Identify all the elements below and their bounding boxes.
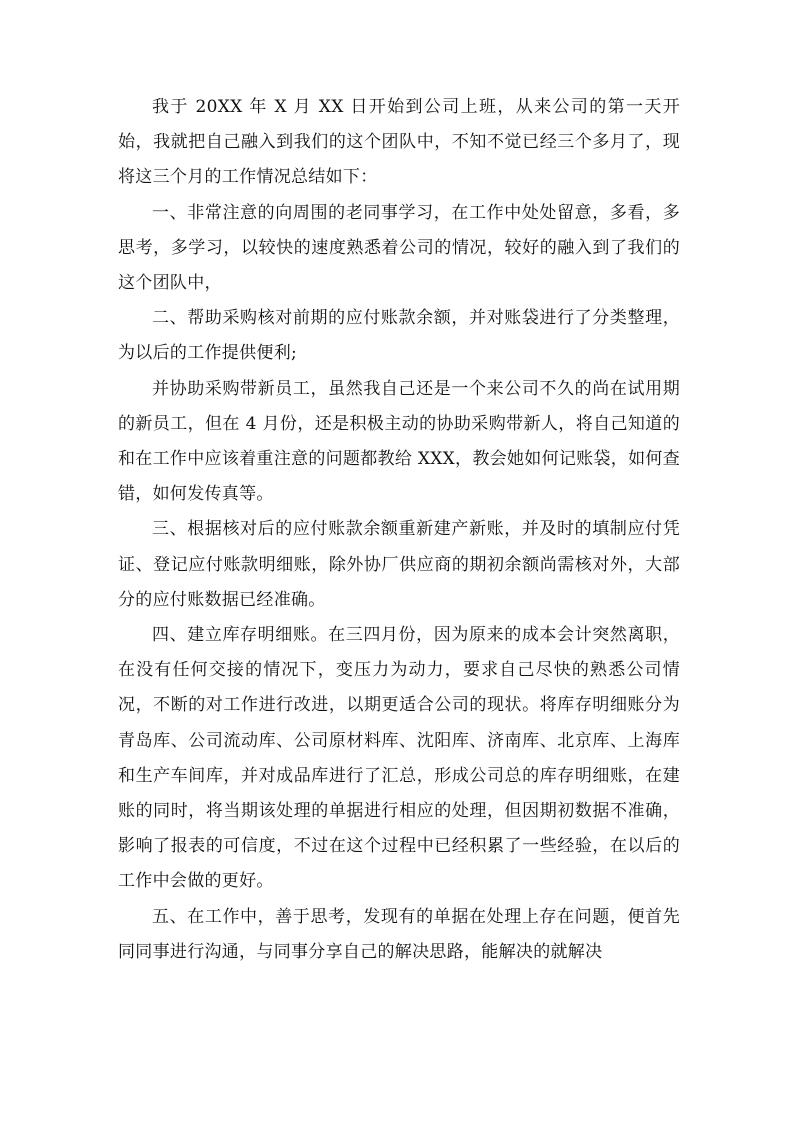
paragraph-item-4: 四、建立库存明细账。在三四月份，因为原来的成本会计突然离职，在没有任何交接的情况下，变压力为动力，要求自己尽快的熟悉公司情况，不断的对工作进行改进，以期更适合公司的现状。将库存明细账分为青岛库、公司流动库、公司原材料库、沈阳库、济南库、北京库、上海库和生产车间库，并对成品库进行了汇总，形成公司总的库存明细账，在建账的同时，将当期该处理的单据进行相应的处理，但因期初数据不准确，影响了报表的可信度，不过在这个过程中已经积累了一些经验，在以后的工作中会做的更好。 [118,625,680,892]
paragraph-item-2-detail: 并协助采购带新员工，虽然我自己还是一个来公司不久的尚在试用期的新员工，但在 4 月份，还是积极主动的协助采购带新人，将自己知道的和在工作中应该着重注意的问题都教给 XXX，教会她如何记账袋，如何查错，如何发传真等。 [118,378,680,505]
paragraph-item-2: 二、帮助采购核对前期的应付账款余额，并对账袋进行了分类整理，为以后的工作提供便利; [118,308,680,364]
paragraph-intro: 我于 20XX 年 X 月 XX 日开始到公司上班，从来公司的第一天开始，我就把自己融入到我们的这个团队中，不知不觉已经三个多月了，现将这三个月的工作情况总结如下： [118,97,680,188]
paragraph-item-1: 一、非常注意的向周围的老同事学习，在工作中处处留意，多看，多思考，多学习，以较快的速度熟悉着公司的情况，较好的融入到了我们的这个团队中， [118,202,680,294]
document-body [118,90,680,970]
paragraph-item-5: 五、在工作中，善于思考，发现有的单据在处理上存在问题，便首先同同事进行沟通，与同事分享自己的解决思路，能解决的就解决 [118,906,680,962]
paragraph-item-3: 三、根据核对后的应付账款余额重新建产新账，并及时的填制应付凭证、登记应付账款明细账，除外协厂供应商的期初余额尚需核对外，大部分的应付账数据已经准确。 [118,519,680,610]
